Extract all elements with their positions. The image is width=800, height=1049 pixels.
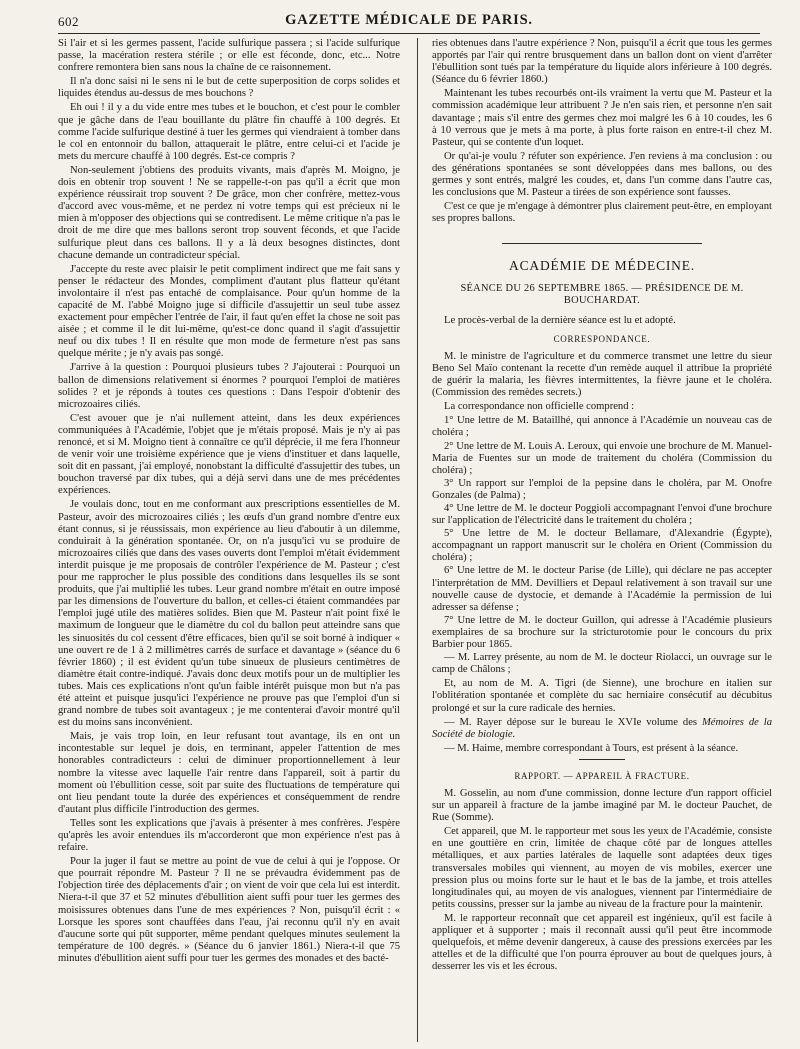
paragraph: Or qu'ai-je voulu ? réfuter son expérience. J'en reviens à ma conclusion : ou des générations spontanées se sont développées dans mes ballons, ou des germes y sont entrés, malgré les coudes, et, dans l'un comme dans l'autre cas, les conclusions que M. Pasteur a tirées de son expérience sont fausses.	[432, 150, 772, 199]
rayer-text: — M. Rayer dépose sur le bureau le XVIe volume des	[444, 716, 702, 728]
left-column	[58, 38, 400, 1044]
minutes-line: Le procès-verbal de la dernière séance est lu et adopté.	[444, 314, 676, 326]
session-heading: SÉANCE DU 26 SEPTEMBRE 1865. — PRÉSIDENCE DE M. BOUCHARDAT.	[460, 282, 744, 306]
paragraph: M. le ministre de l'agriculture et du commerce transmet une lettre du sieur Beno Sel Maïo contenant la recette d'un remède auquel il attribue la propriété de guérir la malaria, les fièvres intermittentes, la fièvre jaune et le choléra. (Commission des remèdes secrets.)	[432, 350, 772, 399]
paragraph: Pour la juger il faut se mettre au point de vue de celui à qui je l'oppose. Or que pourrait répondre M. Pasteur ? Il ne se prévaudra évidemment pas de l'objection tirée des déplacements d'air ; on vient de voir que cela lui est interdit. Niera-t-il que 37 et 52 minutes d'ébullition aient suffi pour tuer les germes des moisissures obtenues dans l'une de mes expériences ? Non, puisqu'il écrit : « Lorsque les spores sont chauffées dans l'eau, j'ai reconnu qu'il n'y en avait d'aucune sorte qui pût supporter, même pendant quelques minutes seulement la température de 100 degrés. » (Séance du 6 janvier 1861.) Niera-t-il que 75 minutes d'ébullition aient suffi pour tuer les germes des monades et des bacté-	[58, 856, 400, 964]
rapport-heading: RAPPORT. — APPAREIL À FRACTURE.	[514, 770, 690, 781]
list-item: 5° Une lettre de M. le docteur Bellamare, d'Alexandrie (Égypte), accompagnant un rapport manuscrit sur le choléra en Orient (Commission du choléra) ;	[432, 528, 772, 564]
paragraph: — M. Haime, membre correspondant à Tours, est présent à la séance.	[444, 742, 739, 754]
paragraph: J'arrive à la question : Pourquoi plusieurs tubes ? J'ajouterai : Pourquoi un ballon de dimensions relativement si énormes ? pourquoi l'emploi de matières solides ? et je réponds à toutes ces questions : Dans l'espoir d'obtenir des microzoaires ciliés.	[58, 362, 400, 410]
paragraph: Mais, je vais trop loin, en leur refusant tout avantage, ils en ont un incontestable sur lequel je dois, en terminant, appeler l'attention de mes honorables contradicteurs : celui de diminuer proportionnellement à leur nombre la vitesse avec laquelle l'air rentre dans l'appareil, soit à partir du moment où l'ébullition cesse, soit par suite des fluctuations de température qui ont lieu pendant toute la durée des expériences et conséquemment de rendre d'autant plus difficile l'introduction des germes.	[58, 731, 400, 815]
paragraph: Cet appareil, que M. le rapporteur met sous les yeux de l'Académie, consiste en une gouttière en crin, limitée de chaque côté par de longues attelles métalliques, et aux parties latérales de laquelle sont adaptées deux tiges transversales mobiles qui viennent, au moyen de vis mobiles, exercer une pression plus ou moins forte sur le haut et le bas de la jambe, et trois attelles longitudinales qui, au moyen de vis analogues, viennent par l'intermédiaire de petits coussins, presser sur la jambe au niveau de la fracture pour la maintenir.	[432, 826, 772, 910]
paragraph: La correspondance non officielle comprend :	[444, 401, 635, 413]
paragraph: M. le rapporteur reconnaît que cet appareil est ingénieux, qu'il est facile à appliquer et à supporter ; mais il reconnaît aussi qu'il peut être incommode quelquefois, et même devenir dangereux, à cause des pressions exercées par les attelles et de la difficulté que l'on pourra éprouver au bout de quelques jours, à desserrer les vis et les écrous.	[432, 912, 772, 973]
column-divider	[417, 38, 418, 1042]
paragraph: C'est avouer que je n'ai nullement atteint, dans les deux expériences communiquées à l'Académie, l'objet que je m'étais proposé. Mais je n'y ai pas renoncé, et si M. Moigno tient à connaître ce qu'il déprécie, il me fera l'honneur de venir voir une troisième expérience que je viens d'instituer et dans laquelle, soit dit en passant, j'ai employé, nonobstant la difficulté d'assujettir des tubes, un bouchon traversé par dix tubes, qui a déjà servi dans une de mes précédentes expériences.	[58, 412, 400, 497]
header-rule	[58, 33, 760, 34]
paragraph: Telles sont les explications que j'avais à présenter à mes confrères. J'espère qu'après les avoir entendues ils m'accorderont que mon expérience n'est pas à refaire.	[58, 817, 400, 854]
list-item: 3° Un rapport sur l'emploi de la pepsine dans le choléra, par M. Onofre Gonzales (de Palma) ;	[432, 477, 772, 501]
list-item: 6° Une lettre de M. le docteur Parise (de Lille), qui déclare ne pas accepter l'interprétation de MM. Devilliers et Depaul relativement à son travail sur une nouvelle cause de dystocie, et demande à l'Académie la permission de lui adresser sa défense ;	[432, 565, 772, 613]
list-item: 1° Une lettre de M. Bataillhé, qui annonce à l'Académie un nouveau cas de choléra ;	[432, 415, 772, 439]
paragraph	[432, 717, 772, 741]
list-item: 4° Une lettre de M. le docteur Poggioli accompagnant l'envoi d'une brochure sur l'application de l'électricité dans le traitement du choléra ;	[432, 503, 772, 527]
page-header	[58, 12, 760, 34]
paragraph: Je voulais donc, tout en me conformant aux prescriptions essentielles de M. Pasteur, avoir des microzoaires ciliés ; les œufs d'un grand nombre d'entre eux étant connus, si je réussissais, mon expérience au lieu d'aboutir à un dilemme, conduirait à la génération spontanée. Or, on n'a jusqu'ici vu se produire de microzoaires ciliés que dans des vases ouverts dont l'emploi m'était évidemment interdit puisque je me proposais de contrôler l'expérience de M. Pasteur ; c'est pour me rapprocher le plus possible des conditions dans lesquelles ils se sont produits, que j'ai multiplié les tubes. Leur grand nombre m'était en outre imposé par les dimensions de l'ouverture du ballon, et celles-ci étaient commandées par l'emploi jugé utile des matières solides. Bien que M. Pasteur n'ait point fixé le maximum de longueur que le diamètre du col du ballon peut atteindre sans que les sinuosités du col cessent d'être efficaces, bien qu'il se soit borné à indiquer « une ouvert re de 1 à 2 millimètres carrés de surface et davantage » (séance du 6 février 1860) ; il est évident qu'un tube sinueux de plusieurs centimètres de diamètre était contre-indiqué. J'avais donc deux motifs pour un de multiplier les tubes. Mais ces explications n'ont qu'un faible intérêt puisque mon but n'a pas été atteint et puisque jusqu'ici l'expérience ne prouve pas que l'emploi d'un si grand nombre de tubes soit avantageux ; je me contenterai d'avoir montré qu'il est du moins sans inconvénient.	[58, 499, 400, 729]
section-separator	[502, 243, 702, 244]
right-column	[432, 38, 772, 1044]
paragraph: C'est ce que je m'engage à démontrer plus clairement peut-être, en employant ses propres ballons.	[432, 201, 772, 225]
paragraph: Maintenant les tubes recourbés ont-ils vraiment la vertu que M. Pasteur et la commission académique leur attribuent ? Je n'en sais rien, et personne n'en sait davantage ; mais s'il entre des germes chez moi malgré les 6 à 10 coudes, les 6 à 10 verrous que je mets à ma porte, à plus forte raison en entre-t-il chez M. Pasteur, qui se contente d'un loquet.	[432, 88, 772, 148]
correspondance-heading: CORRESPONDANCE.	[553, 333, 651, 344]
paragraph: ries obtenues dans l'autre expérience ? Non, puisqu'il a écrit que tous les germes apportés par l'air qui rentre brusquement dans un ballon dont on vient d'arrêter l'ébullition sont tués par la température du liquide alors inférieure à 100 degrés. (Séance du 6 février 1860.)	[432, 38, 772, 86]
rayer-italic-title: Mémoires de la Société de biologie.	[432, 716, 772, 740]
paragraph: J'accepte du reste avec plaisir le petit compliment indirect que me fait sans y penser le rédacteur des Mondes, compliment d'autant plus flatteur qu'étant involontaire il n'est pas entaché de complaisance. Pour qu'un homme de la capacité de M. l'abbé Moigno juge si difficile d'assujettir un seul tube assez exactement pour empêcher l'entrée de l'air, il faut qu'en effet la chose ne soit pas aisée ; et comme il le dit lui-même, qu'est-ce donc quand il s'agit d'assujettir neuf ou dix tubes ! Il en résulte que mon mode de fermeture n'est pas sans quelque mérite ; je n'y avais pas songé.	[58, 263, 400, 360]
paragraph: Eh oui ! il y a du vide entre mes tubes et le bouchon, et c'est pour le combler que je gâche dans de l'eau bouillante du plâtre fin chauffé à 100 degrés. Et comme l'acide sulfurique destiné à tuer les germes qui viendraient à tomber dans le col en entonnoir du ballon, attaquerait le plâtre, entre celui-ci et l'acide je mets du mercure chauffé à 100 degrés. Est-ce compris ?	[58, 102, 400, 162]
paragraph: — M. Larrey présente, au nom de M. le docteur Riolacci, un ouvrage sur le camp de Châlons ;	[432, 652, 772, 676]
paragraph: Il n'a donc saisi ni le sens ni le but de cette superposition de corps solides et liquides étendus au-dessus de mes bouchons ?	[58, 76, 400, 100]
list-item: 2° Une lettre de M. Louis A. Leroux, qui envoie une brochure de M. Manuel-Maria de Fuentes sur un mode de traitement du choléra (Commission du choléra) ;	[432, 440, 772, 476]
journal-title: GAZETTE MÉDICALE DE PARIS.	[285, 12, 533, 28]
page-number: 602	[58, 14, 79, 29]
paragraph: Non-seulement j'obtiens des produits vivants, mais d'après M. Moigno, je dois en obtenir trop souvent ! Ne se rappelle-t-on pas qu'il a écrit que mon expérience réussirait trop souvent ? De grâce, mon cher confrère, mettez-vous d'accord avec vous-même, et ne perdez ni votre temps qui est précieux ni le mien à m'opposer des objections qui se contredisent. Le même critique n'a pas le droit de me dire que mes ballons seront trop souvent féconds, et que l'acide sulfurique pleut dans ces ballons. Il y a là deux besognes distinctes, dont chacune demande un contradicteur spécial.	[58, 164, 400, 261]
section-title: ACADÉMIE DE MÉDECINE.	[509, 258, 695, 274]
list-item: 7° Une lettre de M. le docteur Guillon, qui adresse à l'Académie plusieurs exemplaires de sa brochure sur la stricturotomie pour le concours du prix Barbier pour 1865.	[432, 614, 772, 651]
paragraph: Si l'air et si les germes passent, l'acide sulfurique passera ; si l'acide sulfurique passe, la macération restera stérile ; or elle est féconde, donc, etc... Notre confrere remontera bien sans nous la chaîne de ce raisonnement.	[58, 38, 400, 74]
paragraph: M. Gosselin, au nom d'une commission, donne lecture d'un rapport officiel sur un appareil à fracture de la jambe imaginé par M. le docteur Pauchet, de Rue (Somme).	[432, 787, 772, 824]
section-separator	[579, 759, 625, 760]
paragraph: Et, au nom de M. A. Tigri (de Sienne), une brochure en italien sur l'oblitération spontanée et complète du sac herniaire consécutif au décubitus prolongé et sur la cure radicale des hernies.	[432, 678, 772, 714]
